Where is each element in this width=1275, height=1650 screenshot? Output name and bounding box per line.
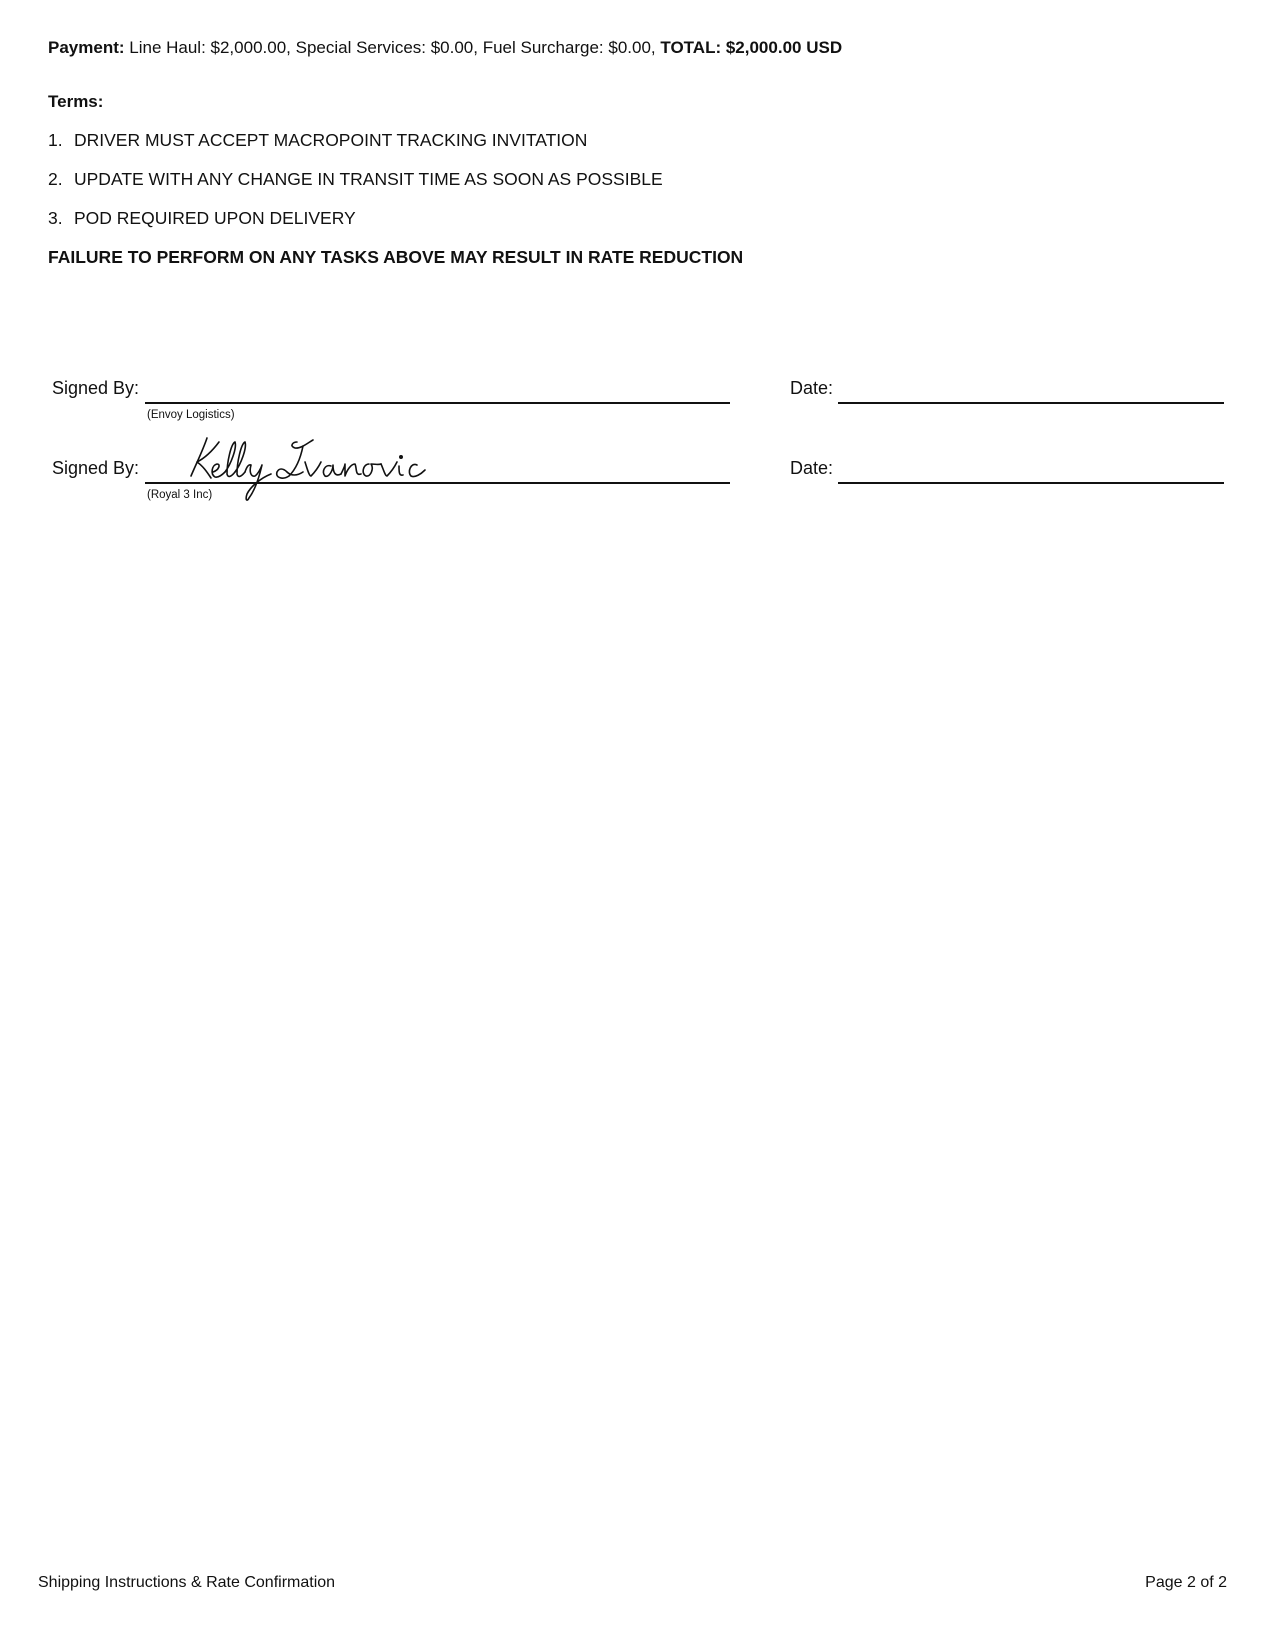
terms-heading: Terms: <box>48 92 104 111</box>
footer-page-number: Page 2 of 2 <box>1145 1574 1227 1591</box>
signer-company: (Envoy Logistics) <box>147 409 235 421</box>
term-text: POD REQUIRED UPON DELIVERY <box>74 208 356 228</box>
handwritten-signature <box>185 432 445 504</box>
signed-by-label: Signed By: <box>52 458 140 478</box>
signature-line-envoy[interactable] <box>145 402 730 404</box>
term-number: 1. <box>48 130 63 150</box>
signer-company: (Royal 3 Inc) <box>147 489 213 501</box>
payment-label: Payment: <box>48 38 125 57</box>
term-item <box>48 208 356 229</box>
term-number: 2. <box>48 169 63 189</box>
payment-total-value: $2,000.00 USD <box>721 38 843 57</box>
date-line-envoy[interactable] <box>838 402 1224 404</box>
date-label: Date: <box>790 458 834 478</box>
payment-details: Line Haul: $2,000.00, Special Services: $0.00, Fuel Surcharge: $0.00, <box>124 38 661 57</box>
term-number: 3. <box>48 208 63 228</box>
signed-by-label: Signed By: <box>52 378 140 398</box>
term-item <box>48 169 663 190</box>
payment-line <box>48 38 842 58</box>
term-text: DRIVER MUST ACCEPT MACROPOINT TRACKING INVITATION <box>74 130 588 150</box>
footer-document-title: Shipping Instructions & Rate Confirmation <box>38 1574 336 1591</box>
rate-reduction-warning: FAILURE TO PERFORM ON ANY TASKS ABOVE MAY RESULT IN RATE REDUCTION <box>48 247 744 267</box>
term-item <box>48 130 587 151</box>
payment-total-label: TOTAL: <box>660 38 722 57</box>
signature-line-royal[interactable] <box>145 482 730 484</box>
date-line-royal[interactable] <box>838 482 1224 484</box>
date-label: Date: <box>790 378 834 398</box>
term-text: UPDATE WITH ANY CHANGE IN TRANSIT TIME AS SOON AS POSSIBLE <box>74 169 663 189</box>
